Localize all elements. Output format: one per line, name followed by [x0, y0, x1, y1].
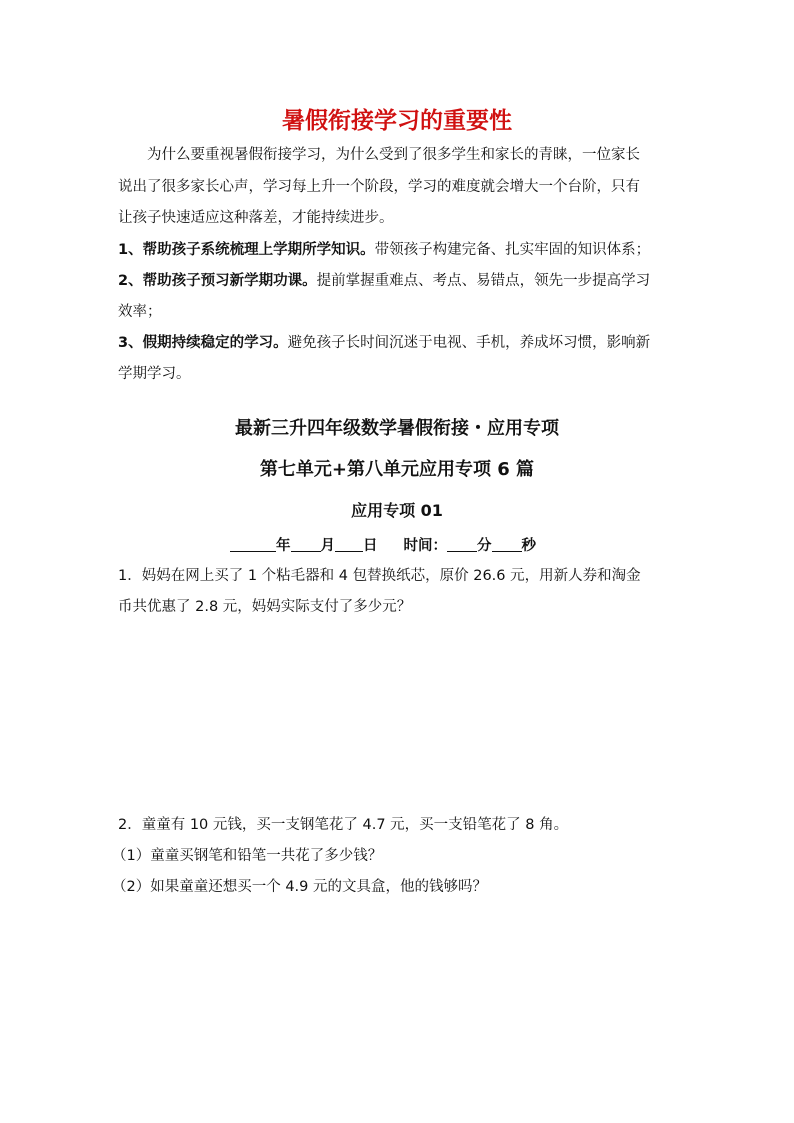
- question-2-sub-1: （1）童童买钢笔和铅笔一共花了多少钱？: [112, 848, 383, 864]
- intro-line-1: 为什么要重视暑假衔接学习，为什么受到了很多学生和家长的青睐，一位家长: [147, 147, 640, 163]
- second-label: 秒: [521, 538, 536, 554]
- month-label: 月: [320, 538, 335, 554]
- point-2-continued: 效率；: [118, 304, 162, 320]
- section-heading: 最新三升四年级数学暑假衔接・应用专项: [235, 418, 559, 439]
- month-blank[interactable]: [291, 537, 321, 552]
- point-3: [118, 333, 650, 353]
- section-subheading: 第七单元+第八单元应用专项 6 篇: [259, 459, 535, 480]
- question-1-line-2: 币共优惠了 2.8 元，妈妈实际支付了多少元？: [118, 599, 412, 615]
- question-1-line-1: 1．妈妈在网上买了 1 个粘毛器和 4 包替换纸芯，原价 26.6 元，用新人券和淘金: [118, 568, 641, 584]
- point-2-lead: 2、帮助孩子预习新学期功课。: [118, 273, 317, 289]
- point-2-text: 提前掌握重难点、考点、易错点，领先一步提高学习: [316, 273, 651, 289]
- point-2: [118, 271, 650, 291]
- minute-label: 分: [477, 538, 492, 554]
- intro-line-3: 让孩子快速适应这种落差，才能持续进步。: [118, 210, 394, 226]
- minute-blank[interactable]: [447, 537, 477, 552]
- day-blank[interactable]: [335, 537, 363, 552]
- exercise-title: 应用专项 01: [351, 501, 443, 520]
- year-label: 年: [276, 538, 291, 554]
- intro-line-2: 说出了很多家长心声，学习每上升一个阶段，学习的难度就会增大一个台阶，只有: [118, 179, 640, 195]
- point-1-text: 带领孩子构建完备、扎实牢固的知识体系；: [374, 242, 651, 258]
- question-2-line-1: 2．童童有 10 元钱，买一支钢笔花了 4.7 元，买一支铅笔花了 8 角。: [118, 817, 569, 833]
- date-time-line: [230, 534, 536, 555]
- question-2-sub-2: （2）如果童童还想买一个 4.9 元的文具盒，他的钱够吗？: [112, 879, 488, 895]
- point-3-continued: 学期学习。: [118, 366, 191, 382]
- point-3-text: 避免孩子长时间沉迷于电视、手机，养成坏习惯，影响新: [287, 335, 651, 351]
- point-3-lead: 3、假期持续稳定的学习。: [118, 335, 288, 351]
- time-label: 时间：: [403, 538, 447, 554]
- day-label: 日: [363, 538, 378, 554]
- point-1: [118, 240, 650, 260]
- year-blank[interactable]: [230, 537, 276, 552]
- second-blank[interactable]: [492, 537, 522, 552]
- point-1-lead: 1、帮助孩子系统梳理上学期所学知识。: [118, 242, 375, 258]
- page-title: 暑假衔接学习的重要性: [282, 108, 512, 134]
